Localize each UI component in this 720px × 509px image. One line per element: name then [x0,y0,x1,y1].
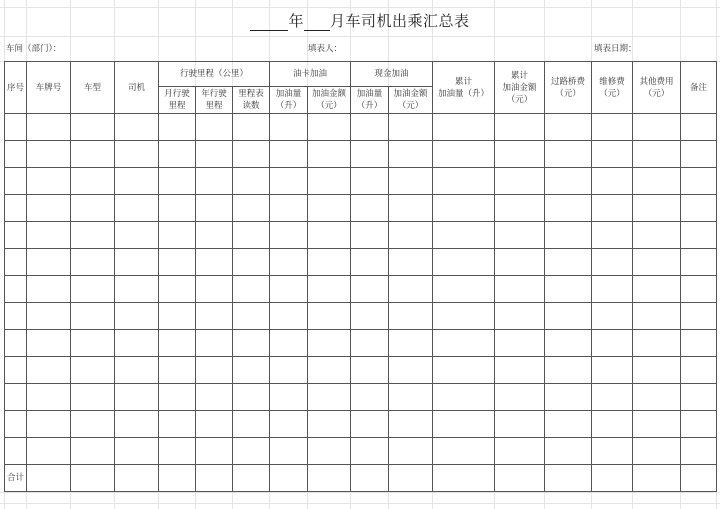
table-cell[interactable] [433,438,495,465]
table-cell[interactable] [159,330,196,357]
table-cell[interactable] [433,303,495,330]
table-cell[interactable] [115,222,159,249]
table-row [5,249,717,276]
table-cell[interactable] [495,114,545,141]
header-monthly-mileage: 月行驶 里程 [159,87,196,114]
table-cell[interactable] [308,357,351,384]
table-cell[interactable] [233,303,270,330]
table-cell[interactable] [545,330,592,357]
table-cell[interactable] [681,330,717,357]
table-cell[interactable] [633,357,681,384]
table-cell[interactable] [27,303,71,330]
header-toll: 过路桥费 （元） [545,62,592,114]
table-cell[interactable] [233,141,270,168]
table-cell[interactable] [351,357,389,384]
table-cell[interactable] [270,114,308,141]
table-cell[interactable] [433,357,495,384]
table-cell[interactable] [389,384,433,411]
table-cell[interactable] [633,330,681,357]
table-cell[interactable] [5,438,27,465]
table-cell[interactable] [71,303,115,330]
table-cell[interactable] [308,249,351,276]
table-cell[interactable] [545,438,592,465]
table-cell[interactable] [433,465,495,492]
date-label: 填表日期： [594,44,637,54]
table-cell[interactable] [633,168,681,195]
table-cell[interactable] [351,438,389,465]
title-month-suffix: 月车司机出乘汇总表 [330,12,470,30]
table-cell[interactable] [308,114,351,141]
table-cell[interactable] [196,357,233,384]
table-cell[interactable] [71,357,115,384]
table-cell[interactable] [233,276,270,303]
header-driver: 司机 [115,62,159,114]
table-cell[interactable] [681,195,717,222]
workshop-label: 车间（部门）： [6,44,62,54]
table-cell[interactable] [592,438,633,465]
table-cell[interactable] [233,222,270,249]
table-cell[interactable] [351,141,389,168]
table-cell[interactable] [159,438,196,465]
table-cell[interactable] [27,330,71,357]
table-cell[interactable] [115,114,159,141]
table-cell[interactable] [633,222,681,249]
table-cell[interactable] [592,195,633,222]
table-cell[interactable] [495,303,545,330]
table-cell[interactable] [196,438,233,465]
table-cell[interactable] [27,168,71,195]
table-cell[interactable] [270,330,308,357]
table-cell[interactable] [592,276,633,303]
table-cell[interactable] [308,168,351,195]
table-cell[interactable] [308,222,351,249]
table-cell[interactable] [592,249,633,276]
header-row-1 [5,62,717,87]
header-card-qty: 加油量 （升） [270,87,308,114]
table-cell[interactable] [495,195,545,222]
table-cell[interactable] [681,114,717,141]
table-cell[interactable] [633,465,681,492]
table-cell[interactable] [681,222,717,249]
table-cell[interactable] [115,465,159,492]
table-cell[interactable] [115,276,159,303]
table-cell[interactable] [5,276,27,303]
table-cell[interactable] [389,330,433,357]
table-cell[interactable] [308,141,351,168]
table-cell[interactable] [681,303,717,330]
header-cumulative-qty: 累计 加油量（升） [433,62,495,114]
table-cell[interactable] [71,114,115,141]
table-cell[interactable] [5,357,27,384]
table-cell[interactable] [5,168,27,195]
table-cell[interactable] [545,303,592,330]
table-cell[interactable] [159,168,196,195]
table-cell[interactable] [233,168,270,195]
table-cell[interactable] [71,276,115,303]
table-cell[interactable] [433,222,495,249]
table-cell[interactable] [351,222,389,249]
filler-label: 填表人： [308,44,343,54]
table-cell[interactable] [270,276,308,303]
table-row [5,168,717,195]
table-cell[interactable] [5,411,27,438]
table-cell[interactable] [433,141,495,168]
table-cell[interactable] [592,330,633,357]
header-seq: 序号 [5,62,27,114]
table-cell[interactable] [681,465,717,492]
table-cell[interactable] [71,141,115,168]
table-cell[interactable] [196,168,233,195]
table-cell[interactable] [159,141,196,168]
table-cell[interactable] [389,276,433,303]
table-row [5,141,717,168]
table-cell[interactable] [270,357,308,384]
table-cell[interactable] [115,411,159,438]
table-cell[interactable] [545,168,592,195]
table-cell[interactable] [592,411,633,438]
table-cell[interactable] [115,195,159,222]
table-cell[interactable] [433,330,495,357]
table-cell[interactable] [196,384,233,411]
table-cell[interactable] [633,249,681,276]
header-plate: 车牌号 [27,62,71,114]
table-cell[interactable] [27,222,71,249]
table-cell[interactable] [592,168,633,195]
table-cell[interactable] [159,222,196,249]
table-cell[interactable] [545,384,592,411]
table-cell[interactable] [5,249,27,276]
table-cell[interactable] [633,276,681,303]
table-cell[interactable] [27,141,71,168]
table-cell[interactable] [351,465,389,492]
table-cell[interactable] [495,384,545,411]
table-cell[interactable] [592,384,633,411]
table-cell[interactable] [681,411,717,438]
year-blank[interactable] [250,16,288,31]
table-cell[interactable] [389,195,433,222]
table-cell[interactable] [270,303,308,330]
table-cell[interactable] [159,384,196,411]
table-cell[interactable] [433,249,495,276]
table-cell[interactable] [592,357,633,384]
table-cell[interactable] [433,168,495,195]
table-cell[interactable] [633,384,681,411]
table-cell[interactable] [389,411,433,438]
table-cell[interactable] [495,222,545,249]
table-cell[interactable] [351,330,389,357]
table-cell[interactable] [270,411,308,438]
table-cell[interactable] [270,249,308,276]
table-cell[interactable] [196,195,233,222]
header-remarks: 备注 [681,62,717,114]
table-cell[interactable] [196,411,233,438]
table-cell[interactable] [308,465,351,492]
table-cell[interactable] [389,357,433,384]
table-cell[interactable] [71,330,115,357]
table-cell[interactable] [351,249,389,276]
table-cell[interactable] [159,465,196,492]
table-cell[interactable] [115,384,159,411]
table-cell[interactable] [495,141,545,168]
table-cell[interactable] [233,438,270,465]
table-cell[interactable] [681,276,717,303]
header-cash-amount: 加油金额 （元） [389,87,433,114]
header-yearly-mileage: 年行驶 里程 [196,87,233,114]
table-cell[interactable] [495,438,545,465]
table-cell[interactable] [159,411,196,438]
table-cell[interactable] [545,357,592,384]
table-cell[interactable] [159,195,196,222]
table-cell[interactable] [196,465,233,492]
table-cell[interactable] [351,195,389,222]
header-cash-qty: 加油量 （升） [351,87,389,114]
table-cell[interactable] [233,330,270,357]
page-title [0,10,720,31]
table-cell[interactable] [495,411,545,438]
table-cell[interactable] [433,276,495,303]
table-cell[interactable] [27,411,71,438]
summary-table [4,61,717,492]
table-cell[interactable] [5,141,27,168]
title-year-suffix: 年 [288,12,304,30]
table-cell[interactable] [681,384,717,411]
table-cell[interactable] [592,465,633,492]
header-other: 其他费用 （元） [633,62,681,114]
table-cell[interactable] [592,303,633,330]
table-cell[interactable] [27,465,71,492]
table-cell[interactable] [233,249,270,276]
table-cell[interactable] [270,438,308,465]
table-cell[interactable] [495,168,545,195]
table-cell[interactable] [115,438,159,465]
table-cell[interactable] [27,249,71,276]
table-cell[interactable] [5,384,27,411]
table-cell[interactable] [545,114,592,141]
table-cell[interactable] [308,384,351,411]
header-cash-group: 现金加油 [351,62,433,87]
table-cell[interactable] [27,438,71,465]
table-cell[interactable] [71,195,115,222]
table-cell[interactable] [233,411,270,438]
table-cell[interactable] [389,303,433,330]
table-cell[interactable] [633,411,681,438]
table-cell[interactable] [27,276,71,303]
table-cell[interactable] [308,330,351,357]
table-cell[interactable] [592,141,633,168]
table-row [5,195,717,222]
table-cell[interactable] [389,114,433,141]
table-cell[interactable] [71,222,115,249]
table-cell[interactable] [5,330,27,357]
table-cell[interactable] [71,438,115,465]
table-cell[interactable] [351,384,389,411]
table-cell[interactable] [308,303,351,330]
table-cell[interactable] [681,141,717,168]
table-cell[interactable] [633,141,681,168]
table-cell[interactable] [5,222,27,249]
table-cell[interactable] [5,195,27,222]
table-cell[interactable] [545,249,592,276]
table-cell[interactable] [27,384,71,411]
table-cell[interactable] [233,465,270,492]
table-cell[interactable] [233,195,270,222]
table-cell[interactable] [495,276,545,303]
header-mileage-group: 行驶里程（公里） [159,62,270,87]
table-row [5,276,717,303]
table-cell[interactable] [351,411,389,438]
table-cell[interactable] [681,168,717,195]
table-cell[interactable] [196,222,233,249]
table-cell[interactable] [308,195,351,222]
table-cell[interactable] [389,249,433,276]
header-repair: 维修费 （元） [592,62,633,114]
data-rows [5,114,717,465]
table-cell[interactable] [5,303,27,330]
table-cell[interactable] [633,195,681,222]
total-row [5,465,717,492]
header-card-amount: 加油金额 （元） [308,87,351,114]
table-cell[interactable] [115,249,159,276]
table-cell[interactable] [308,438,351,465]
table-cell[interactable] [115,168,159,195]
table-cell[interactable] [389,438,433,465]
table-cell[interactable] [681,438,717,465]
table-cell[interactable] [545,141,592,168]
table-row [5,303,717,330]
table-cell[interactable] [433,195,495,222]
table-cell[interactable] [633,303,681,330]
table-cell[interactable] [71,168,115,195]
table-cell[interactable] [545,411,592,438]
table-cell[interactable] [270,384,308,411]
month-blank[interactable] [304,16,330,31]
table-cell[interactable] [196,330,233,357]
table-cell[interactable] [545,465,592,492]
table-cell[interactable] [351,168,389,195]
table-cell[interactable] [27,195,71,222]
table-row [5,222,717,249]
table-cell[interactable] [351,303,389,330]
table-cell[interactable] [351,114,389,141]
table-cell[interactable] [71,465,115,492]
table-cell[interactable] [495,465,545,492]
header-cumulative-amount: 累计 加油金额 （元） [495,62,545,114]
table-cell[interactable] [71,384,115,411]
table-cell[interactable] [681,249,717,276]
table-row [5,357,717,384]
table-cell[interactable] [159,249,196,276]
table-cell[interactable] [495,330,545,357]
table-cell[interactable] [27,357,71,384]
table-cell[interactable] [308,276,351,303]
table-cell[interactable] [233,384,270,411]
table-cell[interactable] [159,114,196,141]
header-model: 车型 [71,62,115,114]
table-cell[interactable] [196,249,233,276]
table-cell[interactable] [5,114,27,141]
table-cell[interactable] [196,276,233,303]
table-cell[interactable] [270,168,308,195]
table-cell[interactable] [196,303,233,330]
table-cell[interactable] [159,276,196,303]
table-row [5,384,717,411]
header-odometer: 里程表 读数 [233,87,270,114]
table-cell[interactable] [196,141,233,168]
table-row [5,114,717,141]
table-cell[interactable] [592,222,633,249]
table-cell[interactable] [115,357,159,384]
table-cell[interactable] [115,303,159,330]
table-row [5,411,717,438]
table-cell[interactable] [681,357,717,384]
table-cell[interactable] [545,276,592,303]
table-cell[interactable] [495,357,545,384]
table-cell[interactable] [433,411,495,438]
header-card-group: 油卡加油 [270,62,351,87]
table-cell[interactable] [27,114,71,141]
table-cell[interactable] [633,438,681,465]
table-row [5,438,717,465]
table-cell[interactable] [495,249,545,276]
table-row [5,330,717,357]
table-cell[interactable] [351,276,389,303]
table-cell[interactable] [115,330,159,357]
table-cell[interactable] [389,168,433,195]
table-cell[interactable] [633,114,681,141]
table-cell[interactable] [389,465,433,492]
table-cell[interactable] [159,357,196,384]
table-cell[interactable] [389,222,433,249]
table-cell[interactable] [71,411,115,438]
table-cell[interactable] [233,357,270,384]
table-cell[interactable] [159,303,196,330]
table-cell[interactable] [270,222,308,249]
table-cell[interactable] [196,114,233,141]
table-cell[interactable] [308,411,351,438]
table-cell[interactable] [233,114,270,141]
table-cell[interactable] [270,465,308,492]
table-cell[interactable] [433,114,495,141]
table-cell[interactable] [115,141,159,168]
table-cell[interactable] [545,195,592,222]
table-cell[interactable] [545,222,592,249]
table-cell[interactable] [270,195,308,222]
total-label: 合计 [5,465,27,492]
table-cell[interactable] [389,141,433,168]
table-cell[interactable] [592,114,633,141]
table-cell[interactable] [433,384,495,411]
table-cell[interactable] [270,141,308,168]
table-cell[interactable] [71,249,115,276]
